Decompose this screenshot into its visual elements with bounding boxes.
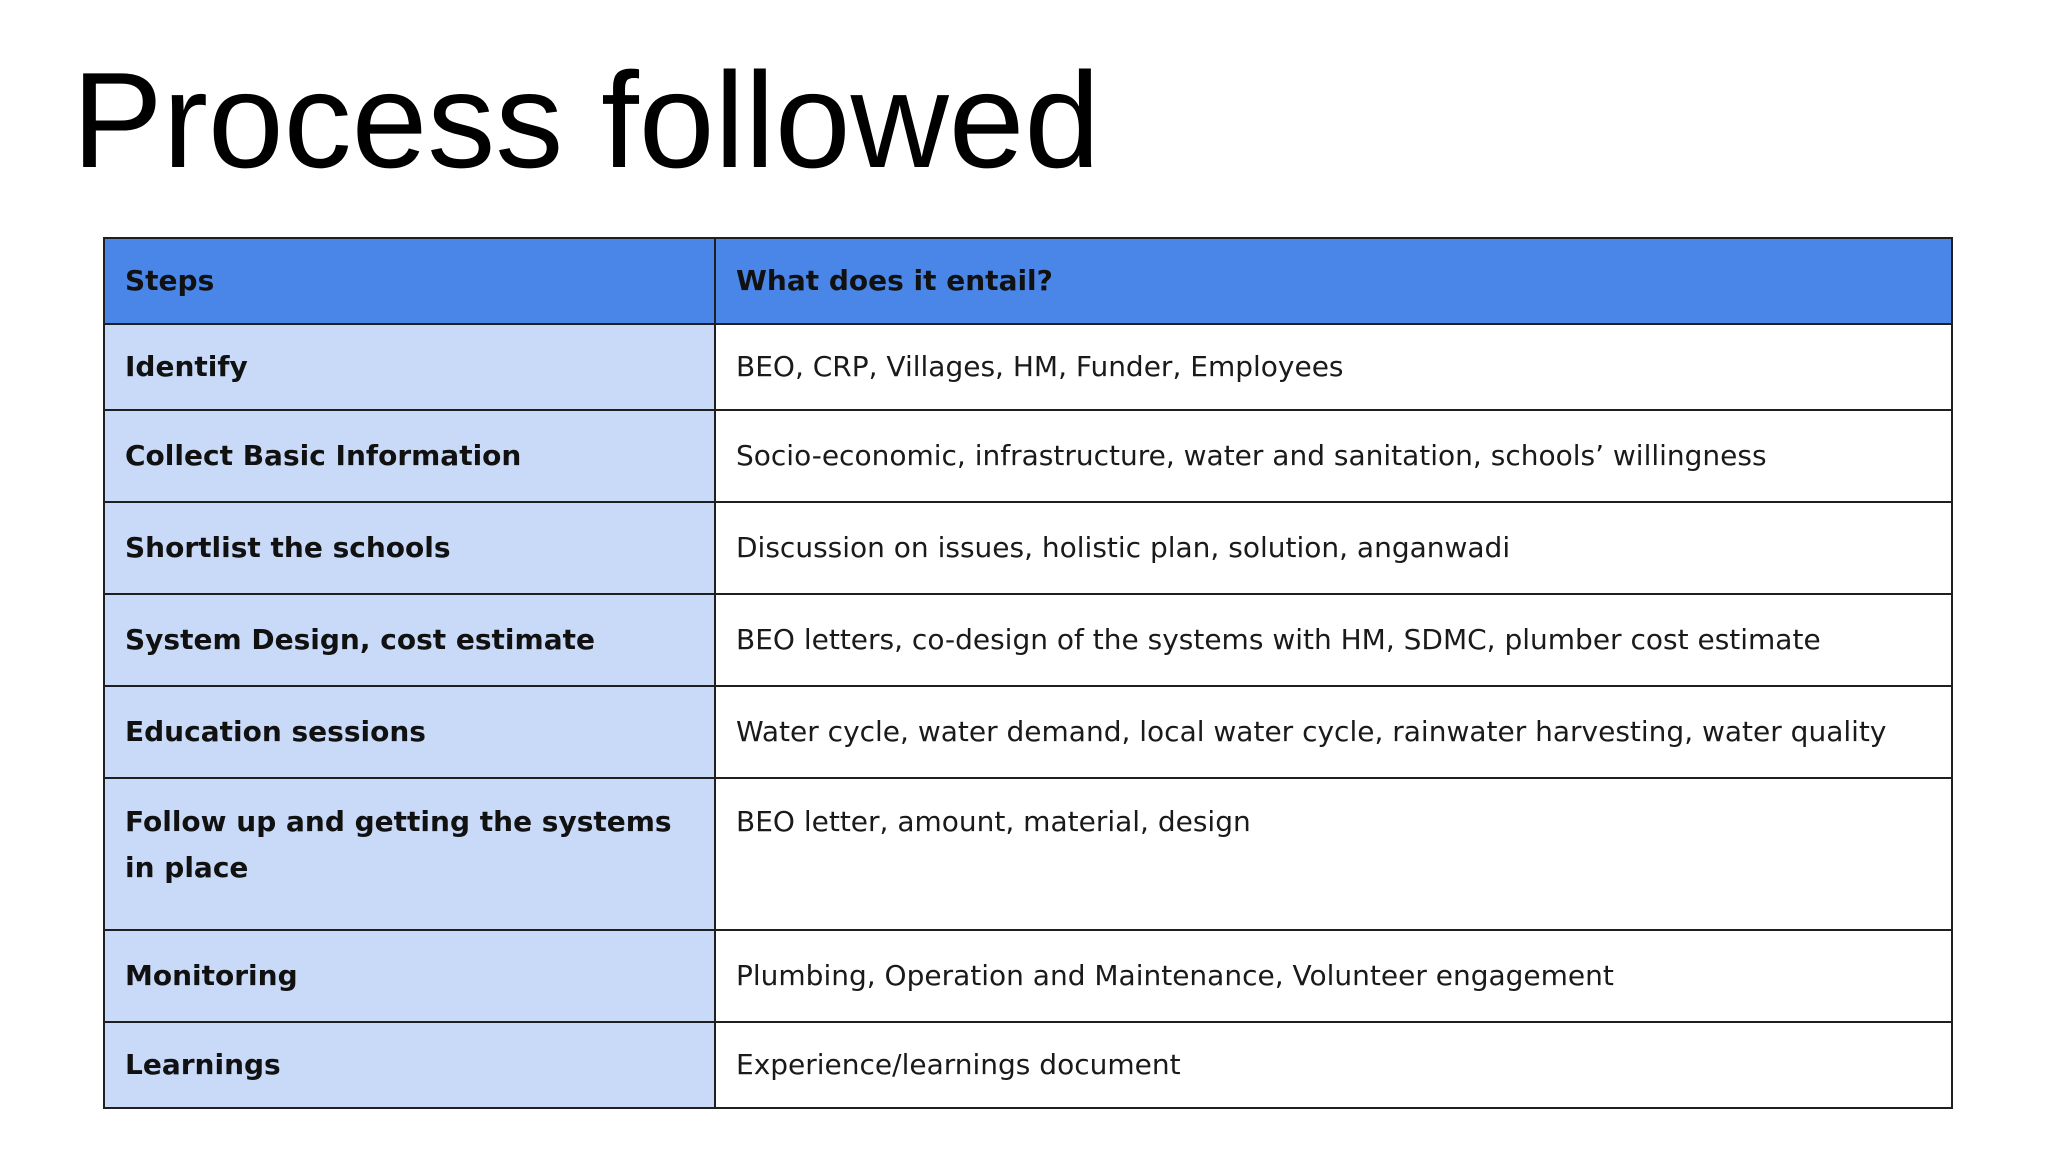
entail-cell: BEO letters, co-design of the systems with HM, SDMC, plumber cost estimate [715, 594, 1952, 686]
table-row [104, 324, 1952, 410]
step-cell: Learnings [104, 1022, 715, 1108]
table-row [104, 502, 1952, 594]
entail-cell: BEO letter, amount, material, design [715, 778, 1952, 930]
table-row [104, 410, 1952, 502]
entail-cell: BEO, CRP, Villages, HM, Funder, Employees [715, 324, 1952, 410]
step-cell: Follow up and getting the systems in place [104, 778, 715, 930]
entail-cell: Discussion on issues, holistic plan, solution, anganwadi [715, 502, 1952, 594]
table-header-row [104, 238, 1952, 324]
table-row [104, 686, 1952, 778]
entail-cell: Water cycle, water demand, local water cycle, rainwater harvesting, water quality [715, 686, 1952, 778]
step-cell: Collect Basic Information [104, 410, 715, 502]
entail-cell: Experience/learnings document [715, 1022, 1952, 1108]
table-row [104, 1022, 1952, 1108]
table-row [104, 594, 1952, 686]
entail-cell: Socio-economic, infrastructure, water and sanitation, schools’ willingness [715, 410, 1952, 502]
step-cell: System Design, cost estimate [104, 594, 715, 686]
step-cell: Identify [104, 324, 715, 410]
column-header-entails: What does it entail? [715, 238, 1952, 324]
table-row [104, 778, 1952, 930]
page-title: Process followed [72, 44, 1101, 196]
column-header-steps: Steps [104, 238, 715, 324]
table-row [104, 930, 1952, 1022]
step-cell: Education sessions [104, 686, 715, 778]
step-cell: Monitoring [104, 930, 715, 1022]
step-cell: Shortlist the schools [104, 502, 715, 594]
entail-cell: Plumbing, Operation and Maintenance, Volunteer engagement [715, 930, 1952, 1022]
process-table [103, 237, 1953, 1109]
